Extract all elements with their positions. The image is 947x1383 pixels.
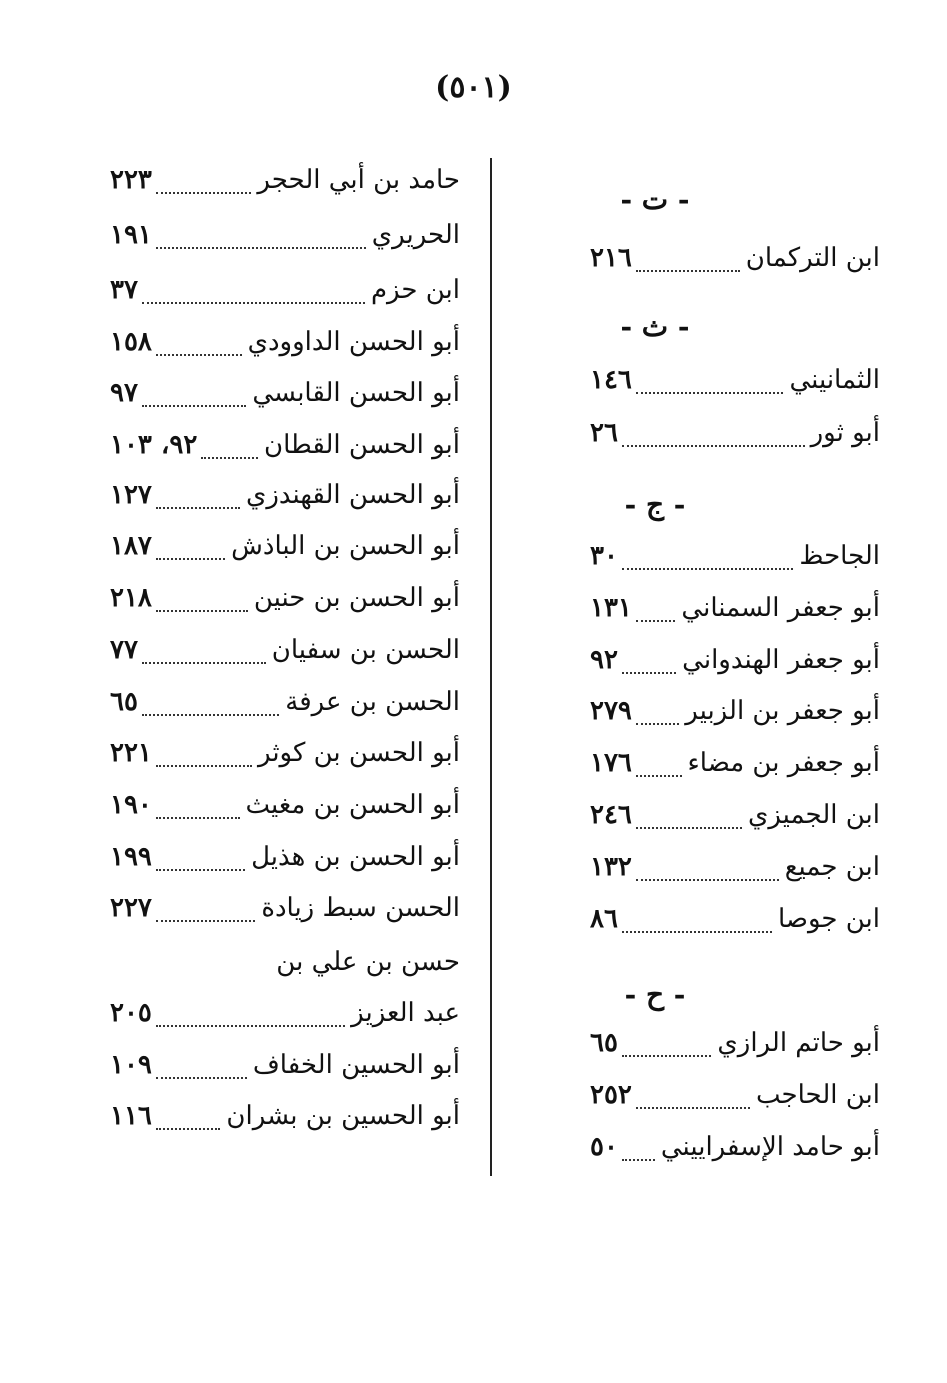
- section-letter-text: - ث -: [620, 310, 690, 343]
- index-entry: [590, 593, 880, 633]
- index-entry: [110, 738, 460, 778]
- entry-name: أبو ثور: [810, 418, 880, 448]
- entry-name: أبو جعفر بن الزبير: [685, 696, 880, 726]
- entry-name: أبو الحسن القهندزي: [245, 480, 460, 510]
- entry-page-number: ٥٠: [590, 1132, 618, 1162]
- index-entry: [110, 327, 460, 367]
- entry-page-number: ٢٢٣: [110, 165, 152, 195]
- entry-page-number: ٢٥٢: [590, 1080, 632, 1110]
- dot-leader: [156, 247, 366, 249]
- entry-page-number: ٢٦: [590, 418, 618, 448]
- index-entry: [110, 893, 460, 933]
- entry-page-number: ٩٧: [110, 378, 138, 408]
- index-entry: [110, 998, 460, 1038]
- entry-name: أبو الحسن بن مغيث: [245, 790, 460, 820]
- index-entry: [590, 800, 880, 840]
- entry-name: أبو جعفر الهندواني: [682, 645, 880, 675]
- dot-leader: [142, 302, 365, 304]
- index-entry: [110, 583, 460, 623]
- dot-leader: [622, 672, 676, 674]
- dot-leader: [636, 879, 779, 881]
- dot-leader: [156, 869, 245, 871]
- index-entry: [110, 378, 460, 418]
- entry-page-number: ١٠٩: [110, 1050, 152, 1080]
- dot-leader: [622, 1055, 711, 1057]
- index-entry: [110, 531, 460, 571]
- entry-name: الحسن بن سفيان: [271, 635, 460, 665]
- entry-name: أبو الحسن الداوودي: [247, 327, 460, 357]
- index-entry: [110, 430, 460, 470]
- entry-page-number: ٦٥: [590, 1028, 618, 1058]
- dot-leader: [156, 610, 248, 612]
- dot-leader: [636, 620, 676, 622]
- dot-leader: [201, 457, 258, 459]
- index-entry: [110, 1050, 460, 1090]
- index-entry: [110, 842, 460, 882]
- entry-name: حسن بن علي بن: [276, 947, 460, 977]
- entry-name: أبو الحسن القطان: [264, 430, 460, 460]
- entry-page-number: ٢٢٧: [110, 893, 152, 923]
- entry-page-number: ٢١٨: [110, 583, 152, 613]
- index-entry: [590, 418, 880, 458]
- dot-leader: [156, 1025, 345, 1027]
- section-letter-heading: [590, 183, 880, 223]
- index-entry: [110, 790, 460, 830]
- entry-page-number: ١٣١: [590, 593, 632, 623]
- entry-page-number: ٢١٦: [590, 243, 632, 273]
- dot-leader: [156, 558, 225, 560]
- section-letter-heading: [590, 978, 880, 1018]
- dot-leader: [156, 1077, 247, 1079]
- dot-leader: [622, 931, 772, 933]
- entry-name: عبد العزيز: [351, 998, 460, 1028]
- dot-leader: [156, 817, 240, 819]
- index-entry: [590, 1028, 880, 1068]
- dot-leader: [156, 507, 240, 509]
- index-entry: [590, 696, 880, 736]
- entry-page-number: ١٤٦: [590, 365, 632, 395]
- entry-page-number: ٨٦: [590, 904, 618, 934]
- entry-page-number: ٢٠٥: [110, 998, 152, 1028]
- dot-leader: [156, 354, 242, 356]
- index-entry: [110, 635, 460, 675]
- index-entry: [590, 852, 880, 892]
- section-letter-heading: [590, 310, 880, 350]
- entry-page-number: ٣٧: [110, 275, 138, 305]
- entry-name: أبو الحسن بن هذيل: [251, 842, 460, 872]
- dot-leader: [156, 765, 252, 767]
- entry-name: أبو الحسن بن حنين: [253, 583, 460, 613]
- entry-name: الحريري: [371, 220, 460, 250]
- entry-name: ابن الجميزي: [747, 800, 880, 830]
- entry-page-number: ١٩٠: [110, 790, 152, 820]
- entry-name: ابن جميع: [784, 852, 880, 882]
- dot-leader: [156, 192, 252, 194]
- entry-name: أبو حاتم الرازي: [717, 1028, 880, 1058]
- section-letter-text: - ح -: [624, 978, 686, 1011]
- entry-name: ابن حزم: [370, 275, 460, 305]
- entry-name: أبو جعفر بن مضاء: [687, 748, 880, 778]
- entry-page-number: ١٩٩: [110, 842, 152, 872]
- entry-name: أبو الحسن القابسي: [252, 378, 460, 408]
- entry-name: ابن الحاجب: [756, 1080, 880, 1110]
- index-entry: [590, 365, 880, 405]
- index-entry: [110, 687, 460, 727]
- dot-leader: [156, 920, 255, 922]
- index-entry: [590, 243, 880, 283]
- entry-name: الثمانيني: [789, 365, 880, 395]
- page-number: (٥٠١): [435, 70, 512, 105]
- entry-page-number: ٩٢: [590, 645, 618, 675]
- entry-page-number: ٢٧٩: [590, 696, 632, 726]
- section-letter-heading: [590, 488, 880, 528]
- dot-leader: [636, 270, 740, 272]
- entry-name: الجاحظ: [799, 541, 880, 571]
- entry-page-number: ١١٦: [110, 1101, 152, 1131]
- dot-leader: [636, 775, 682, 777]
- entry-name: أبو الحسن بن كوثر: [257, 738, 460, 768]
- entry-name: أبو الحسين بن بشران: [226, 1101, 460, 1131]
- dot-leader: [622, 1159, 655, 1161]
- dot-leader: [636, 392, 784, 394]
- index-entry: [110, 480, 460, 520]
- dot-leader: [636, 1107, 750, 1109]
- entry-page-number: ١٧٦: [590, 748, 632, 778]
- entry-name: ابن التركمان: [745, 243, 880, 273]
- entry-page-number: ٦٥: [110, 687, 138, 717]
- index-entry: [590, 904, 880, 944]
- entry-page-number: ٢٤٦: [590, 800, 632, 830]
- section-letter-text: - ت -: [620, 183, 690, 216]
- dot-leader: [142, 405, 246, 407]
- entry-name: حامد بن أبي الحجر: [257, 165, 460, 195]
- index-entry: [590, 1132, 880, 1172]
- entry-page-number: ٩٢، ١٠٣: [110, 430, 198, 460]
- entry-page-number: ١٩١: [110, 220, 152, 250]
- index-entry: [110, 165, 460, 205]
- entry-page-number: ٢٢١: [110, 738, 152, 768]
- entry-name: أبو جعفر السمناني: [681, 593, 880, 623]
- entry-page-number: ١٣٢: [590, 852, 632, 882]
- dot-leader: [622, 568, 793, 570]
- dot-leader: [636, 827, 742, 829]
- entry-name: الحسن بن عرفة: [285, 687, 460, 717]
- dot-leader: [636, 723, 679, 725]
- index-entry: [110, 275, 460, 315]
- entry-page-number: ١٥٨: [110, 327, 152, 357]
- dot-leader: [622, 445, 805, 447]
- entry-name: ابن جوصا: [777, 904, 880, 934]
- index-entry: [110, 220, 460, 260]
- dot-leader: [142, 662, 266, 664]
- section-letter-text: - ج -: [624, 488, 686, 521]
- index-entry: [110, 1101, 460, 1141]
- index-entry: [590, 1080, 880, 1120]
- dot-leader: [156, 1128, 221, 1130]
- index-entry: [590, 541, 880, 581]
- entry-name: أبو الحسن بن الباذش: [231, 531, 460, 561]
- entry-page-number: ٧٧: [110, 635, 138, 665]
- index-entry: [110, 947, 460, 987]
- entry-page-number: ١٨٧: [110, 531, 152, 561]
- dot-leader: [142, 714, 279, 716]
- column-divider: [490, 158, 492, 1176]
- entry-page-number: ٣٠: [590, 541, 618, 571]
- index-entry: [590, 748, 880, 788]
- entry-name: أبو الحسين الخفاف: [252, 1050, 460, 1080]
- entry-name: أبو حامد الإسفراييني: [660, 1132, 880, 1162]
- index-entry: [590, 645, 880, 685]
- entry-page-number: ١٢٧: [110, 480, 152, 510]
- entry-name: الحسن سبط زيادة: [261, 893, 460, 923]
